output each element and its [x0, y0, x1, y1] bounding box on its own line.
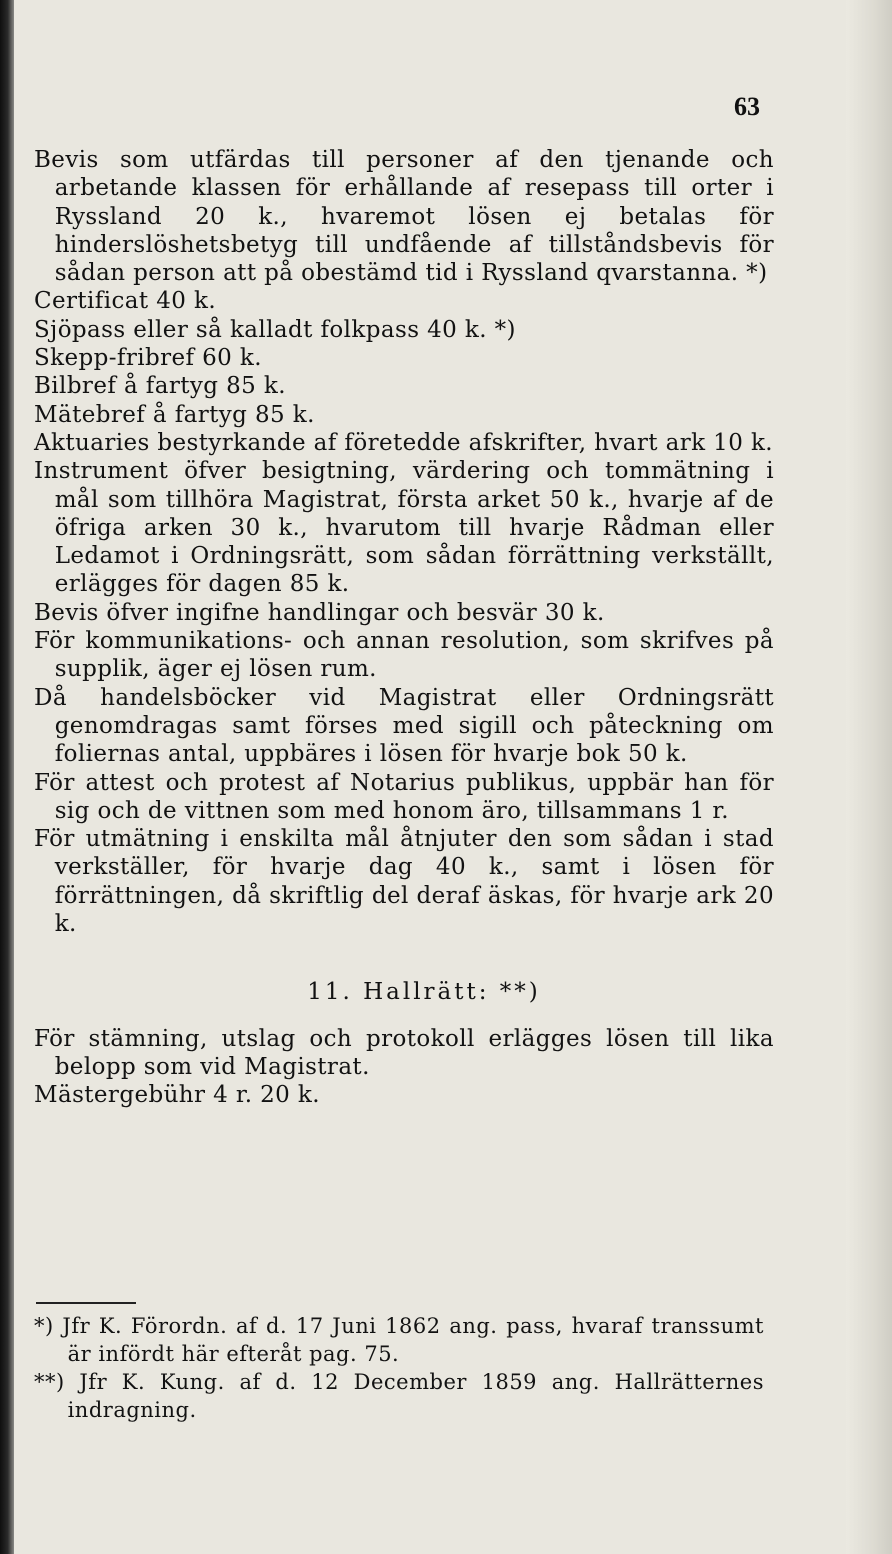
paragraph: Bevis öfver ingifne handlingar och besvär 30 k.	[34, 599, 605, 626]
footnote-divider	[36, 1302, 136, 1304]
footnote: *) Jfr K. Förordn. af d. 17 Juni 1862 ang. pass, hvaraf transsumt är infördt här efteråt pag. 75.	[34, 1314, 764, 1366]
paragraph: Mätebref å fartyg 85 k.	[34, 401, 315, 428]
paragraph: Certificat 40 k.	[34, 288, 217, 315]
paragraph: För attest och protest af Notarius publikus, uppbär han för sig och de vittnen som med honom äro, tillsammans 1 r.	[34, 769, 774, 824]
footnote: **) Jfr K. Kung. af d. 12 December 1859 ang. Hallrätternes indragning.	[34, 1370, 764, 1422]
section-heading: 11. Hallrätt: **)	[307, 979, 541, 1006]
paragraph: Aktuaries bestyrkande af företedde afskrifter, hvart ark 10 k.	[34, 429, 774, 456]
paragraph: Mästergebühr 4 r. 20 k.	[34, 1082, 320, 1109]
page-number: 63	[734, 92, 760, 121]
paragraph: Då handelsböcker vid Magistrat eller Ordningsrätt genomdragas samt förses med sigill och påteckning om foliernas antal, uppbäres i lösen för hvarje bok 50 k.	[34, 684, 774, 768]
paragraph: För utmätning i enskilta mål åtnjuter den som sådan i stad verkställer, för hvarje dag 40 k., samt i lösen för förrättningen, då skriftlig del deraf äskas, för hvarje ark 20 k.	[34, 826, 774, 938]
paragraph: Skepp-fribref 60 k.	[34, 345, 262, 372]
paragraph: För stämning, utslag och protokoll erlägges lösen till lika belopp som vid Magistrat.	[34, 1025, 774, 1080]
paragraph: Sjöpass eller så kalladt folkpass 40 k. *)	[34, 316, 516, 343]
paragraph: Bevis som utfärdas till personer af den tjenande och arbetande klassen för erhållande af resepass till orter i Ryssland 20 k., hvaremot lösen ej betalas för hinderslöshetsbetyg till undfående af tillståndsbevis för sådan person att på obestämd tid i Ryssland qvarstanna. *)	[34, 147, 774, 287]
main-text	[34, 146, 774, 1110]
paragraph: För kommunikations- och annan resolution, som skrifves på supplik, äger ej lösen rum.	[34, 628, 774, 683]
paragraph: Bilbref å fartyg 85 k.	[34, 373, 286, 400]
book-binding-edge	[0, 0, 14, 1554]
paragraph: Instrument öfver besigtning, värdering och tommätning i mål som tillhöra Magistrat, första arket 50 k., hvarje af de öfriga arken 30 k., hvarutom till hvarje Rådman eller Ledamot i Ordningsrätt, som sådan förrättning verkställt, erlägges för dagen 85 k.	[34, 458, 774, 598]
page-shadow	[846, 0, 892, 1554]
footnotes	[34, 1312, 764, 1424]
